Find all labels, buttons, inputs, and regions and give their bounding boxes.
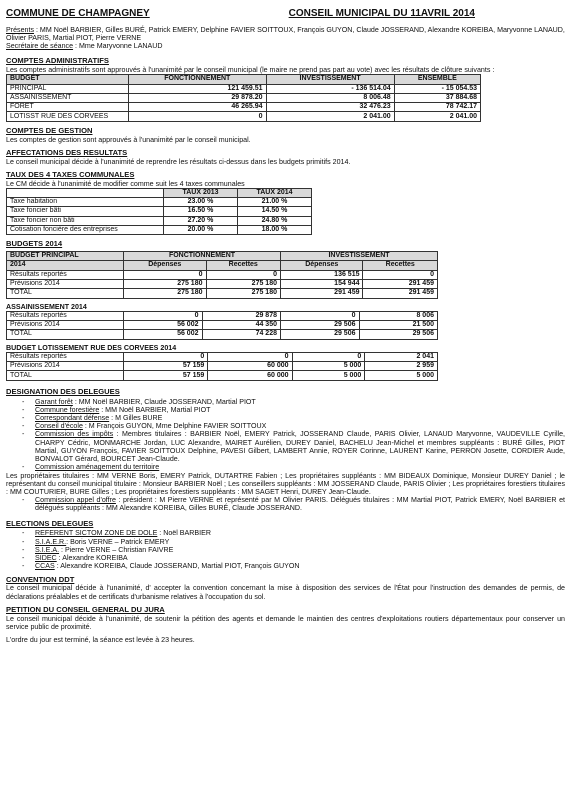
table-cell: 21.00 %: [238, 198, 312, 207]
table-cell: 60 000: [208, 371, 292, 380]
table-cell: 2 959: [365, 362, 438, 371]
table-cell: 0: [124, 270, 207, 279]
taux-title: TAUX DES 4 TAXES COMMUNALES: [6, 169, 135, 179]
item-text: : M Gilles BURE: [109, 414, 163, 423]
table-cell: 29 878.20: [129, 93, 267, 102]
convention-title: CONVENTION DDT: [6, 574, 75, 584]
item-label: Commune forestière: [35, 405, 100, 414]
table-cell: - 136 514.04: [266, 84, 394, 93]
taux-table: [6, 188, 312, 235]
item-label: Correspondant défense: [35, 414, 110, 423]
presents-paragraph: [6, 26, 565, 42]
table-cell: Taxe foncier non bâti: [7, 216, 164, 225]
table-row: [7, 330, 438, 339]
table-cell: 23.00 %: [164, 198, 238, 207]
item-label: CCAS: [35, 562, 55, 571]
table-cell: 8 006: [359, 311, 438, 320]
table-cell: 60 000: [208, 362, 292, 371]
table-cell: 121 459.51: [129, 84, 267, 93]
table-cell: 2 041.00: [266, 112, 394, 121]
table-row: [7, 93, 481, 102]
table-cell: 0: [208, 352, 292, 361]
table-header-row: [7, 188, 312, 197]
list-item: [6, 562, 565, 570]
table-cell: 27.20 %: [164, 216, 238, 225]
item-text: : Boris VERNE – Patrick EMERY: [66, 537, 170, 546]
table-cell: 29 506: [281, 330, 360, 339]
assainissement-table: [6, 311, 438, 340]
table-cell: 0: [363, 270, 438, 279]
table-cell: 5 000: [292, 362, 365, 371]
table-cell: 44 350: [202, 321, 281, 330]
closing-text: L'ordre du jour est terminé, la séance est levée à 23 heures.: [6, 636, 195, 644]
table-cell: 0: [206, 270, 280, 279]
table-row: [7, 279, 438, 288]
table-header-cell: BUDGET: [7, 75, 129, 84]
table-cell: 275 180: [206, 279, 280, 288]
table-header-cell: INVESTISSEMENT: [280, 252, 437, 261]
table-cell: 29 506: [359, 330, 438, 339]
table-cell: 57 159: [124, 371, 208, 380]
comptes-admin-text: Les comptes administratifs sont approuvés à l'unanimité par le conseil municipal (le maire ne prend pas part au vote) avec les résultats de clôture suivants :: [6, 66, 495, 75]
petition-text: Le conseil municipal décide à l'unanimité, de soutenir la pétition des agents et demande le maintien des centres d'exploitations routiers départementaux pour conserver un service public de proximité.: [6, 614, 565, 631]
petition-title: PETITION DU CONSEIL GENERAL DU JURA: [6, 604, 165, 614]
secretaire-paragraph: [6, 42, 565, 50]
table-header-cell: TAUX 2014: [238, 188, 312, 197]
table-header-cell: Dépenses: [124, 261, 207, 270]
table-header-cell: TAUX 2013: [164, 188, 238, 197]
document-title: CONSEIL MUNICIPAL DU 11AVRIL 2014: [288, 8, 475, 19]
table-cell: 56 002: [124, 330, 203, 339]
convention-text: Le conseil municipal décide à l'unanimité, d' accepter la convention concernant la mise à disposition des services de l'État pour l'instruction des demandes de permis, de déclarations préalables et de certificats d'urbanisme relatives à l'occupation du sol.: [6, 584, 565, 601]
comptes-admin-title: COMPTES ADMINISTRATIFS: [6, 56, 109, 66]
table-cell: 291 459: [363, 279, 438, 288]
elections-title: ELECTIONS DELEGUES: [6, 518, 94, 528]
table-cell: 2 041.00: [394, 112, 480, 121]
table-cell: Résultats reportés: [7, 352, 124, 361]
table-cell: Résultats reportés: [7, 311, 124, 320]
table-header-cell: BUDGET PRINCIPAL: [7, 252, 124, 261]
table-cell: 275 180: [124, 279, 207, 288]
table-cell: 57 159: [124, 362, 208, 371]
table-cell: 0: [124, 311, 203, 320]
table-cell: 0: [129, 112, 267, 121]
table-cell: 24.80 %: [238, 216, 312, 225]
table-cell: Taxe foncier bâti: [7, 207, 164, 216]
table-cell: Prévisions 2014: [7, 279, 124, 288]
table-header-cell: 2014: [7, 261, 124, 270]
table-header-cell: FONCTIONNEMENT: [129, 75, 267, 84]
table-row: [7, 216, 312, 225]
table-cell: 78 742.17: [394, 103, 480, 112]
item-label: SIDEC: [35, 554, 57, 563]
item-text: : Membres titulaires : BARBIER Noël, EMERY Patrick, JOSSERAND Claude, PARIS Olivier, LANAUD Maryvonne, VAUDEVILLE Cyrille, CHARPY Cédric, MONMARCHE Jordan, LUC Alexandre, MAIRET Aurélien, DUREY Daniel, BACHELU Jean-Michel et membres suppléants : BURÉ Gilles, PIOT Martial, GUYON François, FAVIER SOITTOUX Delphine, PAVESI Gilbert, LAMBERT Annie, ROYER Corinne, LAURENT Karine, PERRON Josette, CORDIER Aude, BONVALOT Gérard, BOURCET Jean-Claude.: [35, 430, 566, 464]
item-label: Garant forêt: [35, 397, 73, 406]
table-row: [7, 112, 481, 121]
delegues-list: [6, 398, 565, 472]
item-label: S.I.E.A.: [35, 545, 60, 554]
table-header-cell: Dépenses: [280, 261, 363, 270]
table-cell: TOTAL: [7, 371, 124, 380]
affectation-title: AFFECTATIONS DES RESULTATS: [6, 147, 128, 157]
budgets-title: BUDGETS 2014: [6, 239, 63, 249]
table-row: [7, 311, 438, 320]
table-header-row: [7, 252, 438, 261]
table-cell: 291 459: [280, 289, 363, 298]
table-cell: LOTISST RUE DES CORVEES: [7, 112, 129, 121]
item-text: : Alexandre KOREIBA: [56, 554, 128, 563]
list-item: [6, 546, 565, 554]
table-cell: 74 228: [202, 330, 281, 339]
table-row: [7, 352, 438, 361]
assainissement-title: ASSAINISSEMENT 2014: [6, 302, 87, 311]
list-item: [6, 398, 565, 406]
table-cell: 46 265.94: [129, 103, 267, 112]
comptes-gestion-text: Les comptes de gestion sont approuvés à l'unanimité par le conseil municipal.: [6, 135, 251, 144]
item-label: REFERENT SICTOM ZONE DE DOLE: [35, 529, 158, 538]
table-row: [7, 198, 312, 207]
table-header-row: [7, 75, 481, 84]
table-cell: 275 180: [206, 289, 280, 298]
item-text: : Alexandre KOREIBA, Claude JOSSERAND, Martial PIOT, François GUYON: [54, 562, 300, 571]
item-label: Commission aménagement du territoire: [35, 463, 160, 472]
lotissement-title: BUDGET LOTISSEMENT RUE DES CORVEES 2014: [6, 343, 177, 352]
table-cell: 18.00 %: [238, 225, 312, 234]
table-cell: 291 459: [363, 289, 438, 298]
secretaire-text: : Mme Maryvonne LANAUD: [73, 42, 163, 51]
table-cell: 32 476.23: [266, 103, 394, 112]
table-header-cell: [7, 188, 164, 197]
item-text: : M François GUYON, Mme Delphine FAVIER SOITTOUX: [82, 422, 267, 431]
table-cell: FORET: [7, 103, 129, 112]
appel-offre-list: [6, 496, 565, 512]
table-row: [7, 103, 481, 112]
table-cell: 0: [124, 352, 208, 361]
table-row: [7, 207, 312, 216]
table-cell: 5 000: [292, 371, 365, 380]
table-row: [7, 84, 481, 93]
table-cell: 0: [281, 311, 360, 320]
table-cell: Taxe habitation: [7, 198, 164, 207]
table-row: [7, 225, 312, 234]
table-cell: Prévisions 2014: [7, 321, 124, 330]
item-text: : MM Noël BARBIER, Martial PIOT: [99, 405, 211, 414]
list-item: [6, 406, 565, 414]
table-cell: TOTAL: [7, 289, 124, 298]
amenagement-text: Les propriétaires titulaires : MM VERNE Boris, EMERY Patrick, DUTARTRE Fabien ; Les propriétaires suppléants : MM BIDEAUX Dominique, Monsieur DUREY Daniel ; le représentant du conseil municipal titulaire : Monsieur BARBIER Noël ; Les conseillers suppléants : MM JOSSERAND Claude, PARIS Olivier ; Les propriétaires forestiers titulaires : MM COUTURIER, BURE Gilles ; Les propriétaires forestiers suppléants : MM SAGET Henri, DUREY Jean-Claude.: [6, 471, 565, 496]
list-item: [6, 414, 565, 422]
comptes-gestion-title: COMPTES DE GESTION: [6, 125, 93, 135]
item-text: : Pierre VERNE – Christian FAIVRE: [59, 545, 174, 554]
document-header: [6, 8, 475, 20]
table-row: [7, 371, 438, 380]
table-cell: 21 500: [359, 321, 438, 330]
table-row: [7, 289, 438, 298]
table-cell: 56 002: [124, 321, 203, 330]
list-item: [6, 554, 565, 562]
table-cell: 8 006.48: [266, 93, 394, 102]
taux-text: Le CM décide à l'unanimité de modifier comme suit les 4 taxes communales: [6, 179, 245, 188]
presents-text: : MM Noël BARBIER, Gilles BURÉ, Patrick EMERY, Delphine FAVIER SOITTOUX, François GUYON, Claude JOSSERAND, Alexandre KOREIBA, Maryvonne LANAUD, Olivier PARIS, Martial PIOT, Pierre VERNE: [6, 25, 565, 42]
table-cell: 2 041: [365, 352, 438, 361]
list-item: [6, 529, 565, 537]
presents-label: Présents: [6, 25, 34, 34]
item-label: Conseil d'école: [35, 422, 83, 431]
list-item: [6, 422, 565, 430]
table-cell: 154 944: [280, 279, 363, 288]
table-cell: Prévisions 2014: [7, 362, 124, 371]
table-cell: 37 884.68: [394, 93, 480, 102]
table-header-cell: INVESTISSEMENT: [266, 75, 394, 84]
list-item: [6, 430, 565, 463]
item-label: Commission appel d'offre: [35, 496, 116, 505]
item-text: : MM Noël BARBIER, Claude JOSSERAND, Martial PIOT: [72, 397, 256, 406]
table-cell: 16.50 %: [164, 207, 238, 216]
item-text: : président : M Pierre VERNE et représenté par M Olivier PARIS. Délégués titulaires : MM Martial PIOT, Patrick EMERY, Noël BARBIER et délégués suppléants : MM Alexandre KOREIBA, Gilles BURÉ, Claude JOSSERAND.: [35, 496, 566, 513]
table-row: [7, 362, 438, 371]
table-cell: 0: [292, 352, 365, 361]
table-cell: TOTAL: [7, 330, 124, 339]
lotissement-table: [6, 352, 438, 381]
table-cell: PRINCIPAL: [7, 84, 129, 93]
table-header-cell: Recettes: [363, 261, 438, 270]
delegues-title: DESIGNATION DES DELEGUES: [6, 386, 120, 396]
table-cell: 275 180: [124, 289, 207, 298]
elections-list: [6, 529, 565, 570]
budget-principal-table: [6, 251, 438, 298]
table-cell: 20.00 %: [164, 225, 238, 234]
table-cell: Cotisation foncière des entreprises: [7, 225, 164, 234]
table-row: [7, 270, 438, 279]
item-label: S.I.A.E.R.: [35, 537, 67, 546]
table-row: [7, 321, 438, 330]
comptes-admin-table: [6, 74, 481, 121]
table-header-cell: FONCTIONNEMENT: [124, 252, 281, 261]
table-cell: - 15 054.53: [394, 84, 480, 93]
table-cell: 136 515: [280, 270, 363, 279]
item-label: Commission des impôts: [35, 430, 114, 439]
table-cell: ASSAINISSEMENT: [7, 93, 129, 102]
secretaire-label: Secrétaire de séance: [6, 42, 74, 51]
table-header-row: [7, 261, 438, 270]
list-item: [6, 538, 565, 546]
table-cell: 14.50 %: [238, 207, 312, 216]
table-cell: 5 000: [365, 371, 438, 380]
table-cell: 29 878: [202, 311, 281, 320]
table-cell: 29 506: [281, 321, 360, 330]
affectation-text: Le conseil municipal décide à l'unanimité de reprendre les résultats ci-dessus dans les budgets primitifs 2014.: [6, 157, 351, 166]
table-header-cell: ENSEMBLE: [394, 75, 480, 84]
table-header-cell: Recettes: [206, 261, 280, 270]
table-cell: Résultats reportés: [7, 270, 124, 279]
list-item: [6, 496, 565, 512]
commune-name: COMMUNE DE CHAMPAGNEY: [6, 8, 150, 19]
list-item: [6, 463, 565, 471]
item-text: : Noël BARBIER: [157, 529, 211, 538]
